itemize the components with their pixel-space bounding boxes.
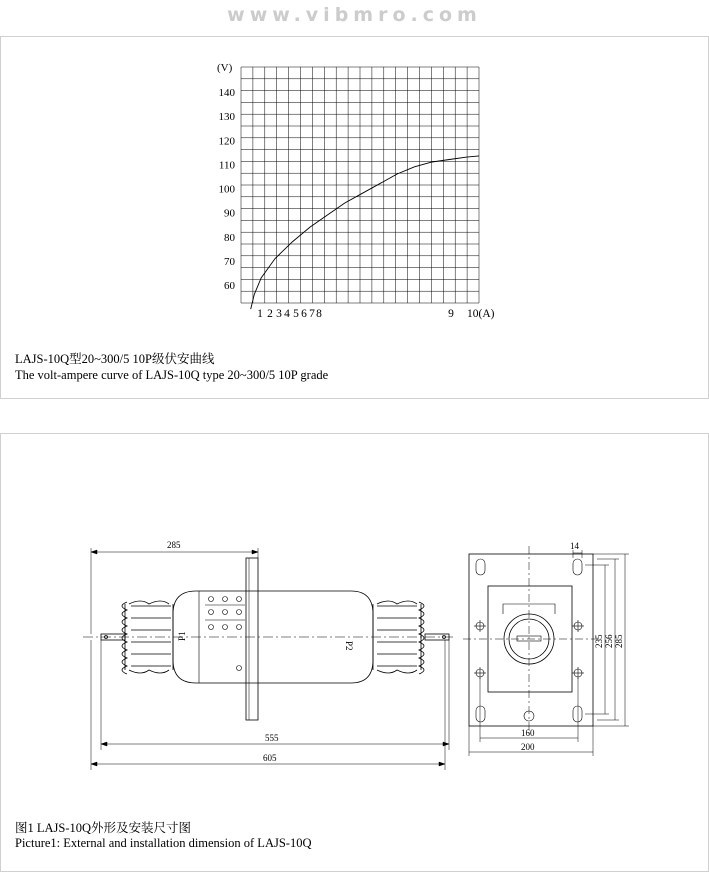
y-tick-label: 140 (218, 87, 235, 99)
volt-ampere-chart (1, 37, 708, 337)
dim-200-label: 200 (521, 742, 535, 752)
dim-14-label: 14 (570, 541, 579, 551)
x-tick-label: 5 (293, 308, 299, 320)
dim-605 (91, 640, 445, 770)
x-tick-label: 9 (448, 308, 454, 320)
mounting-plate (246, 558, 258, 720)
x-tick-label: 2 (267, 308, 273, 320)
y-tick-label: 70 (224, 255, 235, 268)
curve-panel (0, 36, 709, 399)
dim-160-label: 160 (521, 728, 535, 738)
dim-555-label: 555 (265, 733, 279, 743)
x-tick-label: 7 (309, 308, 315, 320)
y-tick-label: 120 (218, 135, 235, 148)
x-tick-labels (257, 308, 454, 320)
dim-256-label: 256 (604, 634, 614, 648)
label-p2: P2 (344, 641, 354, 651)
dim-605-label: 605 (263, 753, 277, 763)
chart-grid (241, 67, 479, 303)
dimension-drawing (1, 434, 708, 814)
caption2-cn: 图1 LAJS-10Q外形及安装尺寸图 (15, 821, 192, 835)
y-tick-label: 110 (218, 159, 235, 172)
x-tick-label: 3 (276, 308, 282, 320)
x-unit-label: 10(A) (467, 308, 495, 320)
y-tick-label: 100 (218, 183, 235, 196)
secondary-terminals (205, 597, 245, 671)
bellows-left (122, 601, 173, 674)
x-tick-label: 1 (257, 308, 263, 320)
x-tick-label: 6 (301, 308, 307, 320)
watermark: www.vibmro.com (227, 4, 482, 26)
series-curve (251, 156, 479, 309)
dim-285-side-label: 285 (614, 634, 624, 648)
dim-285-top-label: 285 (167, 540, 181, 550)
label-p1: P1 (177, 631, 187, 641)
x-tick-label: 4 (284, 308, 290, 320)
caption2-en: Picture1: External and installation dimension of LAJS-10Q (15, 836, 312, 850)
y-tick-labels (219, 87, 236, 292)
caption-cn: LAJS-10Q型20~300/5 10P级伏安曲线 (15, 352, 215, 366)
y-unit-label: (V) (217, 62, 233, 74)
dim-235-label: 235 (594, 634, 604, 648)
caption-en: The volt-ampere curve of LAJS-10Q type 20~300/5 10P grade (15, 368, 329, 382)
y-tick-label: 130 (218, 111, 235, 124)
y-tick-label: 80 (224, 231, 235, 244)
y-tick-label: 90 (224, 207, 235, 220)
x-tick-label: 8 (316, 308, 322, 320)
dimension-panel (0, 433, 709, 872)
y-tick-label: 60 (224, 280, 235, 292)
bellows-right (373, 601, 424, 674)
